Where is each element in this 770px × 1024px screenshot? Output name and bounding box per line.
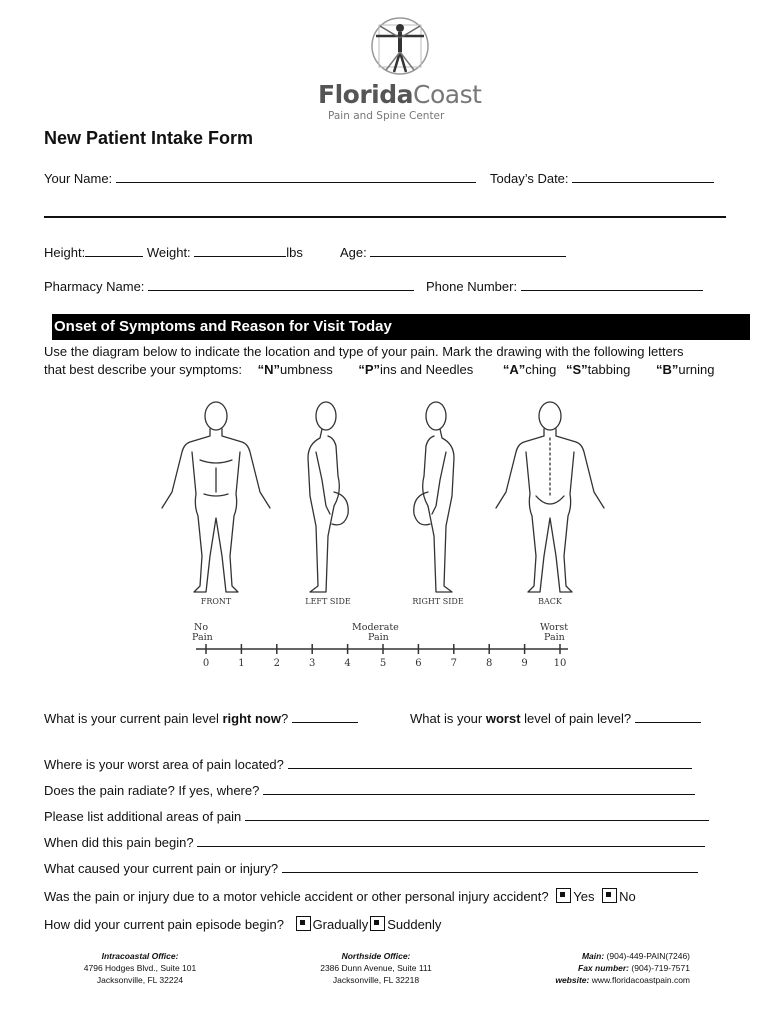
pharmacy-row [44, 278, 414, 294]
pain-scale-label-pain-2: Pain [368, 632, 389, 643]
footer-intracoastal [60, 950, 220, 986]
pain-scale-label-moderate: Moderate [352, 622, 399, 633]
weight-field[interactable] [194, 244, 286, 257]
body-diagram[interactable] [140, 396, 620, 608]
height-row [44, 244, 303, 260]
letter-b: “B”urning [655, 362, 715, 377]
pain-scale-tick-label-0: 0 [202, 658, 210, 669]
q-accident-label: Was the pain or injury due to a motor vehicle accident or other personal injury accident? [44, 889, 549, 904]
logo [318, 14, 482, 126]
pain-scale-tick-label-7: 7 [450, 658, 457, 669]
pain-scale-label-no: No [194, 622, 209, 633]
pain-scale-tick-label-3: 3 [309, 658, 316, 669]
pain-scale-tick-label-8: 8 [486, 658, 493, 669]
date-row [490, 170, 714, 186]
q-begin-label: When did this pain begin? [44, 835, 194, 850]
todays-date-label: Today’s Date: [490, 171, 569, 186]
worst-pain-field[interactable] [635, 710, 701, 723]
footer-fax-label: Fax number: [578, 963, 630, 973]
footer-main-phone: (904)-449-PAIN(7246) [606, 951, 690, 961]
q-current-pain-row [44, 710, 358, 726]
accident-yes-checkbox[interactable] [556, 888, 571, 903]
q-cause-label: What caused your current pain or injury? [44, 861, 279, 876]
footer-website-link[interactable]: www.floridacoastpain.com [591, 975, 690, 985]
pharmacy-label: Pharmacy Name: [44, 279, 145, 294]
q-worst-area-label: Where is your worst area of pain located? [44, 757, 284, 772]
pain-scale-tick-label-2: 2 [273, 658, 280, 669]
back-figure [496, 402, 604, 592]
logo-tagline: Pain and Spine Center [328, 110, 445, 122]
phone-label: Phone Number: [426, 279, 518, 294]
view-label-back: BACK [538, 597, 562, 606]
right-side-figure [414, 402, 454, 592]
left-side-figure [308, 402, 348, 592]
worst-area-field[interactable] [288, 756, 692, 769]
front-figure [162, 402, 270, 592]
q-accident-row [44, 888, 636, 904]
footer-northside-title: Northside Office: [341, 951, 411, 961]
q-current-pain-bold: right now [222, 711, 281, 726]
q-current-pain-pre: What is your current pain level [44, 711, 223, 726]
weight-label: Weight: [146, 245, 191, 260]
letter-s: “S”tabbing [566, 362, 631, 377]
logo-name-light: Coast [413, 80, 482, 109]
height-field[interactable] [85, 244, 143, 257]
instruction-line-2 [44, 362, 714, 377]
pain-scale-tick-label-9: 9 [521, 658, 528, 669]
q-cause-row [44, 860, 698, 876]
accident-no-checkbox[interactable] [602, 888, 617, 903]
footer-northside-city: Jacksonville, FL 32218 [332, 975, 420, 985]
todays-date-field[interactable] [572, 170, 714, 183]
letter-a: “A”ching [502, 362, 557, 377]
pain-scale-tick-label-4: 4 [344, 658, 351, 669]
accident-no-label: No [619, 889, 636, 904]
vitruvian-man-icon [370, 14, 430, 78]
footer-northside-address: 2386 Dunn Avenue, Suite 111 [320, 963, 432, 973]
name-row [44, 170, 476, 186]
pain-scale-label-pain-1: Pain [192, 632, 213, 643]
q-current-pain-post: ? [280, 711, 289, 726]
pain-scale-tick-label-10: 10 [553, 658, 567, 669]
footer-contact [500, 950, 690, 986]
footer-fax-number: (904)-719-7571 [631, 963, 690, 973]
suddenly-checkbox[interactable] [370, 916, 385, 931]
footer-intracoastal-city: Jacksonville, FL 32224 [96, 975, 184, 985]
logo-name-bold: Florida [318, 80, 413, 109]
your-name-label: Your Name: [44, 171, 113, 186]
accident-yes-label: Yes [573, 889, 595, 904]
pain-begin-field[interactable] [197, 834, 705, 847]
instruction-line-1: Use the diagram below to indicate the location and type of your pain. Mark the drawing with the following letters [44, 344, 684, 359]
view-label-front: FRONT [200, 597, 232, 606]
gradually-label: Gradually [312, 917, 369, 932]
phone-field[interactable] [521, 278, 703, 291]
pharmacy-field[interactable] [148, 278, 414, 291]
age-row [340, 244, 566, 260]
pain-scale-tick-label-1: 1 [238, 658, 245, 669]
section-heading: Onset of Symptoms and Reason for Visit Today [54, 318, 392, 335]
q-worst-pain-post: level of pain level? [520, 711, 632, 726]
q-episode-label: How did your current pain episode begin? [44, 917, 284, 932]
footer-intracoastal-title: Intracoastal Office: [101, 951, 179, 961]
pain-cause-field[interactable] [282, 860, 698, 873]
footer-intracoastal-address: 4796 Hodges Blvd., Suite 101 [83, 963, 197, 973]
instruction-line-2-text: that best describe your symptoms: [44, 362, 242, 377]
letter-n: “N”umbness [257, 362, 333, 377]
suddenly-label: Suddenly [387, 917, 442, 932]
view-label-right-side: RIGHT SIDE [412, 597, 464, 606]
pain-scale-label-worst: Worst [540, 622, 569, 633]
q-begin-row [44, 834, 705, 850]
pain-scale-tick-label-6: 6 [415, 658, 422, 669]
gradually-checkbox[interactable] [296, 916, 311, 931]
lbs-label: lbs [286, 245, 303, 260]
pain-scale[interactable] [188, 620, 584, 670]
q-additional-row [44, 808, 709, 824]
page-title: New Patient Intake Form [44, 128, 254, 148]
footer-main-label: Main: [581, 951, 605, 961]
pain-scale-tick-label-5: 5 [379, 658, 387, 669]
q-worst-area-row [44, 756, 692, 772]
q-radiate-label: Does the pain radiate? If yes, where? [44, 783, 260, 798]
q-worst-pain-bold: worst [485, 711, 521, 726]
age-field[interactable] [370, 244, 566, 257]
pain-scale-label-pain-3: Pain [544, 632, 565, 643]
address-line-field[interactable] [44, 216, 726, 218]
additional-areas-field[interactable] [245, 808, 709, 821]
q-episode-row [44, 916, 441, 932]
q-additional-label: Please list additional areas of pain [44, 809, 242, 824]
footer-website-label: website: [555, 975, 590, 985]
phone-row [426, 278, 703, 294]
view-label-left-side: LEFT SIDE [305, 597, 351, 606]
your-name-field[interactable] [116, 170, 476, 183]
footer-northside [296, 950, 456, 986]
current-pain-field[interactable] [292, 710, 358, 723]
radiate-field[interactable] [263, 782, 695, 795]
height-label: Height: [44, 245, 86, 260]
q-worst-pain-row [410, 710, 701, 726]
age-label: Age: [340, 245, 367, 260]
letter-p: “P”ins and Needles [358, 362, 474, 377]
q-worst-pain-pre: What is your [410, 711, 486, 726]
q-radiate-row [44, 782, 695, 798]
